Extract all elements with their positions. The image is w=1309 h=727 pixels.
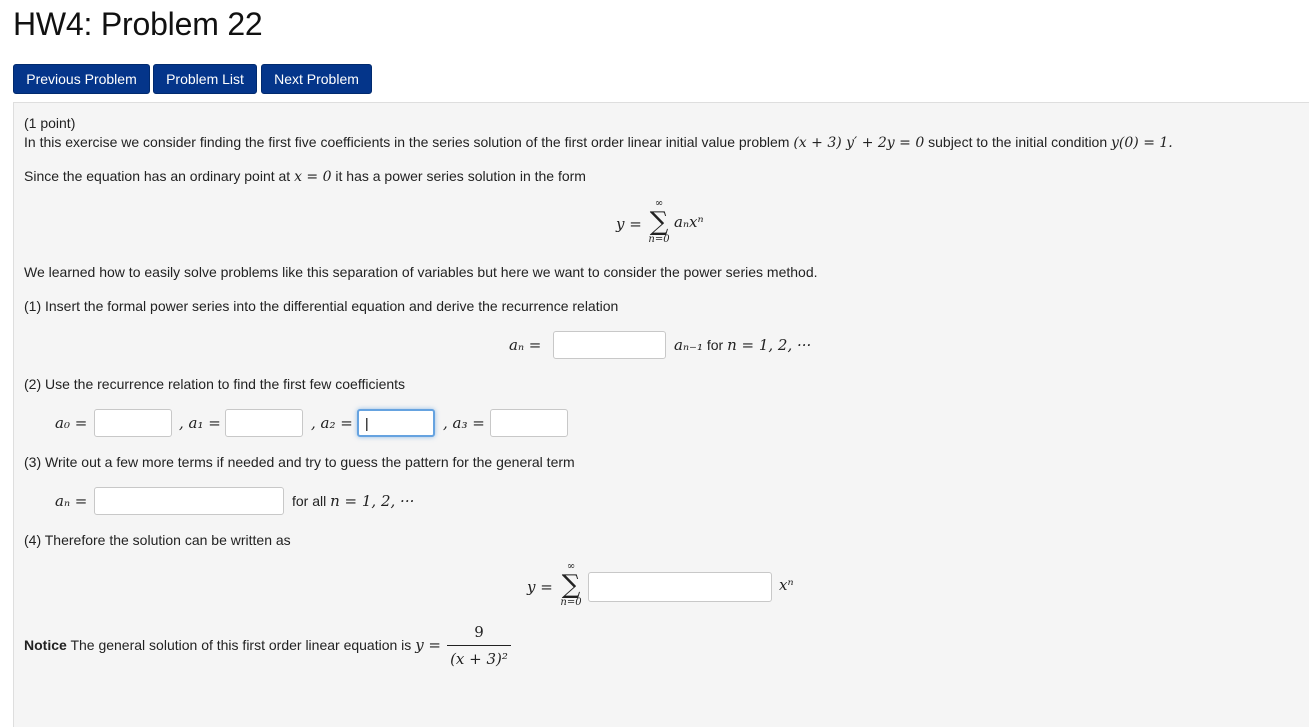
a3-input[interactable] [490, 409, 568, 437]
learned-text: We learned how to easily solve problems like this separation of variables but here we want to consider the power series method. [24, 264, 818, 280]
recurrence-tail [674, 336, 811, 354]
notice-fraction [447, 623, 511, 668]
ordinary-prefix: Since the equation has an ordinary point at [24, 168, 291, 184]
notice-numerator: 9 [474, 623, 484, 641]
problem-list-button[interactable]: Problem List [153, 64, 257, 94]
a3-label: , a₃ = [443, 414, 485, 432]
recurrence-mid: aₙ₋₁ [674, 336, 703, 354]
intro-equation: (x + 3) y′ + 2y = 0 [793, 135, 925, 151]
a1-input[interactable] [225, 409, 303, 437]
previous-problem-button[interactable]: Previous Problem [13, 64, 150, 94]
series-term: aₙxⁿ [674, 213, 704, 231]
solution-coefficient-input[interactable] [588, 572, 772, 602]
sigma-icon: ∑ [649, 207, 669, 237]
general-for: for all [292, 493, 327, 509]
intro-text [24, 134, 1173, 151]
a0-label: a₀ = [55, 414, 88, 432]
solution-sum-upper: ∞ [566, 561, 576, 572]
general-range: n = 1, 2, ··· [330, 492, 415, 510]
ordinary-point-text [24, 168, 586, 185]
sigma-icon: ∑ [561, 570, 581, 600]
notice-bold: Notice [24, 637, 67, 653]
recurrence-range: n = 1, 2, ··· [727, 336, 812, 354]
points-label: (1 point) [24, 115, 76, 131]
general-lhs: aₙ = [55, 492, 88, 510]
a2-input[interactable] [357, 409, 435, 437]
notice-body: The general solution of this first order linear equation is [70, 637, 412, 653]
series-lhs: y = [616, 215, 642, 233]
solution-sum [558, 562, 584, 608]
series-sum [646, 199, 672, 245]
general-tail [292, 492, 414, 510]
series-sum-upper: ∞ [654, 198, 664, 209]
solution-term: xⁿ [779, 576, 794, 594]
series-sum-lower: n=0 [648, 234, 670, 245]
step4-text: (4) Therefore the solution can be written as [24, 532, 291, 548]
step2-text: (2) Use the recurrence relation to find the first few coefficients [24, 376, 406, 392]
solution-lhs: y = [527, 578, 553, 596]
notice-text [24, 636, 441, 654]
a0-input[interactable] [94, 409, 172, 437]
intro-condition: y(0) = 1. [1111, 135, 1173, 151]
ordinary-point: x = 0 [294, 169, 332, 185]
notice-denominator: (x + 3)² [450, 650, 508, 668]
solution-sum-lower: n=0 [560, 597, 582, 608]
problem-panel [13, 102, 1309, 727]
a1-label: , a₁ = [179, 414, 221, 432]
next-problem-button[interactable]: Next Problem [261, 64, 372, 94]
notice-lhs: y = [415, 636, 441, 654]
recurrence-for: for [706, 337, 724, 353]
step1-text: (1) Insert the formal power series into the differential equation and derive the recurrence relation [24, 298, 619, 314]
page-title: HW4: Problem 22 [13, 6, 263, 42]
intro-prefix: In this exercise we consider finding the first five coefficients in the series solution of the first order linear initial value problem [24, 134, 790, 150]
general-term-input[interactable] [94, 487, 284, 515]
a2-label: , a₂ = [311, 414, 353, 432]
ordinary-suffix: it has a power series solution in the form [335, 168, 586, 184]
step3-text: (3) Write out a few more terms if needed and try to guess the pattern for the general term [24, 454, 575, 470]
recurrence-coefficient-input[interactable] [553, 331, 666, 359]
intro-mid: subject to the initial condition [928, 134, 1108, 150]
recurrence-lhs: aₙ = [509, 336, 542, 354]
